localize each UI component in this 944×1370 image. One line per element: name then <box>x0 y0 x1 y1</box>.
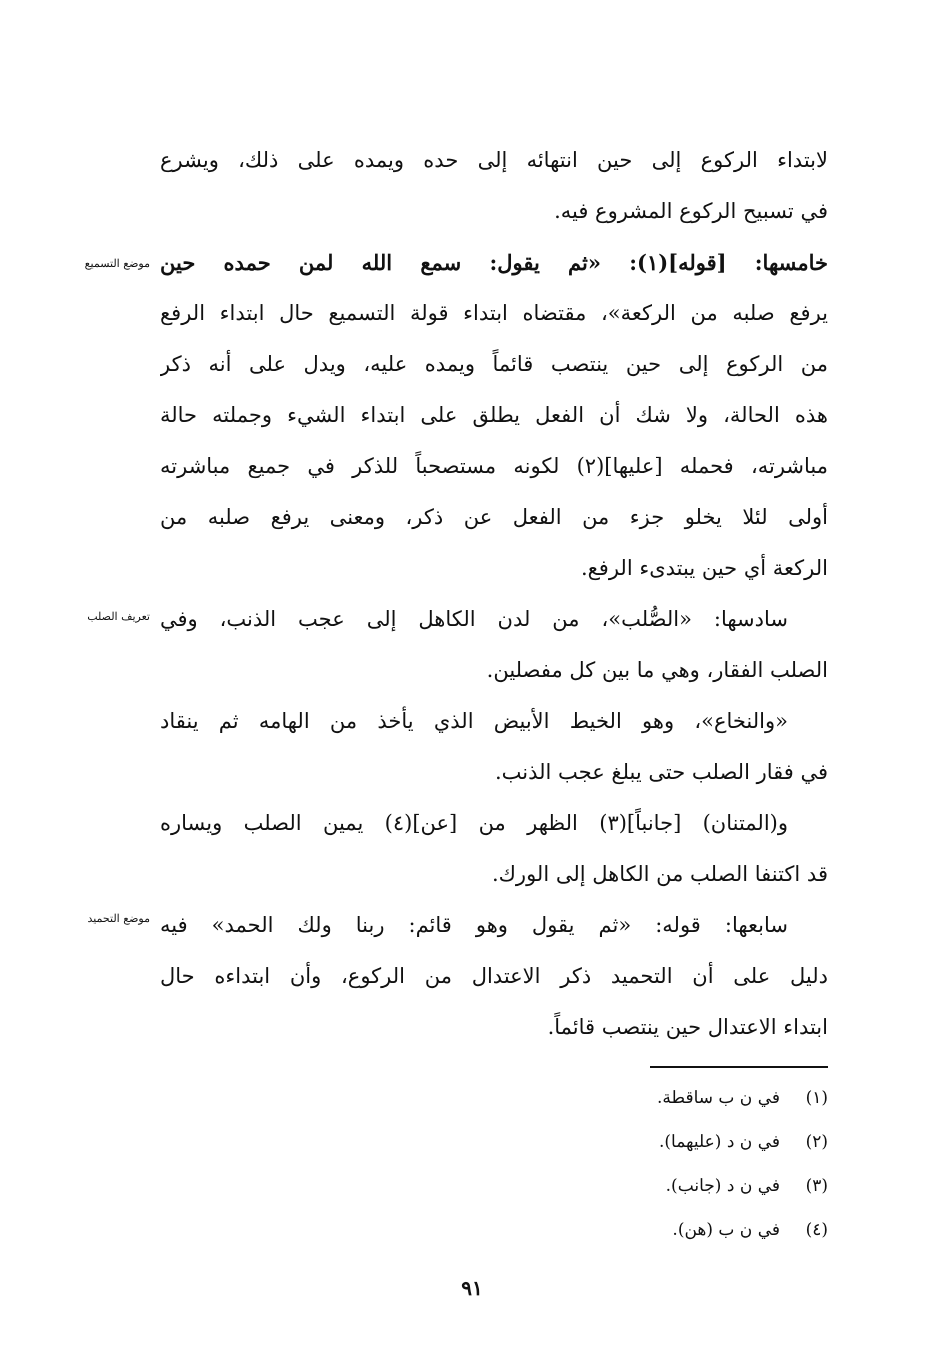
text-line-1: لابتداء الركوع إلى حين انتهائه إلى حده ويمده على ذلك، ويشرع <box>160 148 828 172</box>
text-line-17: دليل على أن التحميد ذكر الاعتدال من الركوع، وأن ابتداءه حال <box>160 964 828 988</box>
text-line-11: الصلب الفقار، وهي ما بين كل مفصلين. <box>486 658 828 682</box>
footnote-text: في ن د (عليهما). <box>659 1132 780 1152</box>
margin-note-tahmeed: موضع التحميد <box>87 912 150 925</box>
footnote-item <box>400 1168 828 1212</box>
text-line-5: من الركوع إلى حين ينتصب قائماً ويمده عليه، ويدل على أنه ذكر <box>160 352 828 376</box>
footnote-divider <box>650 1066 828 1068</box>
text-line-2: في تسبيح الركوع المشروع فيه. <box>554 199 828 223</box>
text-line-9: الركعة أي حين يبتدىء الرفع. <box>580 556 828 580</box>
text-line-7: مباشرته، فحمله [عليها](٢) لكونه مستصحباً للذكر في جميع مباشرته <box>160 454 828 478</box>
text-line-18: ابتداء الاعتدال حين ينتصب قائماً. <box>547 1015 828 1039</box>
footnote-text: في ن ب (هن). <box>672 1220 780 1240</box>
text-line-10: سادسها: «الصُّلب»، من لدن الكاهل إلى عجب الذنب، وفي <box>160 607 788 631</box>
margin-note-sulb: تعريف الصلب <box>87 610 150 623</box>
text-line-14: و(المتنان) [جانباً](٣) الظهر من [عن](٤) يمين الصلب ويساره <box>160 811 789 835</box>
footnote-text: في ن ب ساقطة. <box>656 1088 780 1108</box>
footnote-item <box>400 1080 828 1124</box>
footnote-number: (٣) <box>805 1176 828 1196</box>
text-line-8: أولى لئلا يخلو جزء من الفعل عن ذكر، ومعنى يرفع صلبه من <box>160 505 828 529</box>
text-line-13: في فقار الصلب حتى يبلغ عجب الذنب. <box>494 760 828 784</box>
text-line-6: هذه الحالة، ولا شك أن الفعل يطلق على ابتداء الشيء وجملته حالة <box>160 403 828 427</box>
text-line-3: خامسها: [قوله](١): «ثم يقول: سمع الله لمن حمده حين <box>160 250 828 275</box>
text-line-16: سابعها: قوله: «ثم يقول وهو قائم: ربنا ولك الحمد» فيه <box>160 913 788 937</box>
text-line-15: قد اكتنفا الصلب من الكاهل إلى الورك. <box>491 862 828 886</box>
text-line-4: يرفع صلبه من الركعة»، مقتضاه ابتداء قولة التسميع حال ابتداء الرفع <box>160 301 828 325</box>
footnote-number: (١) <box>805 1088 828 1108</box>
footnote-number: (٤) <box>805 1220 828 1240</box>
text-line-12: «والنخاع»، وهو الخيط الأبيض الذي يأخذ من الهامه ثم ينقاد <box>160 709 788 733</box>
footnote-item <box>400 1124 828 1168</box>
footnote-item <box>400 1212 828 1256</box>
footnote-number: (٢) <box>805 1132 828 1152</box>
main-text <box>160 135 828 1053</box>
footnote-text: في ن د (جانب). <box>665 1176 780 1196</box>
footnotes <box>400 1080 828 1256</box>
margin-note-tasmee: موضع التسميع <box>84 257 150 270</box>
page-number: ٩١ <box>461 1276 483 1300</box>
